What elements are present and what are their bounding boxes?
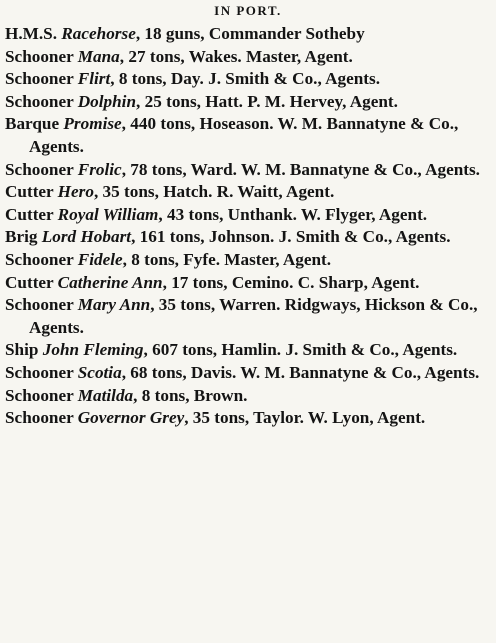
vessel-type: Schooner — [5, 362, 74, 382]
ship-entry — [5, 272, 493, 295]
ship-entry — [5, 159, 493, 182]
vessel-details: , 440 tons, Hoseason. W. M. Bannatyne & Co., Agents. — [29, 114, 459, 156]
vessel-name: Frolic — [77, 159, 122, 179]
ship-entry — [5, 91, 493, 114]
ship-entry — [5, 204, 493, 227]
vessel-name: Royal William — [57, 204, 159, 224]
vessel-name: Hero — [57, 182, 94, 202]
vessel-details: , 161 tons, Johnson. J. Smith & Co., Agents. — [131, 227, 451, 247]
vessel-details: , 35 tons, Taylor. W. Lyon, Agent. — [184, 408, 426, 428]
vessel-type: Schooner — [5, 249, 74, 269]
vessel-type: Schooner — [5, 69, 74, 89]
vessel-name: Fidele — [77, 249, 123, 269]
vessel-name: Matilda — [77, 385, 134, 405]
ship-entry — [5, 249, 493, 272]
vessel-details: , 18 guns, Commander Sotheby — [135, 24, 365, 43]
vessel-type: Barque — [5, 114, 60, 134]
vessel-details: , 27 tons, Wakes. Master, Agent. — [119, 46, 353, 66]
ship-entry — [5, 23, 493, 46]
ship-entry — [5, 294, 493, 339]
vessel-details: , 8 tons, Brown. — [133, 385, 248, 405]
ship-entry — [5, 362, 493, 385]
vessel-details: , 607 tons, Hamlin. J. Smith & Co., Agents. — [143, 340, 458, 360]
vessel-type: Cutter — [5, 272, 54, 292]
vessel-name: Lord Hobart — [41, 227, 132, 247]
vessel-details: , 8 tons, Fyfe. Master, Agent. — [122, 249, 332, 269]
vessel-details: , 35 tons, Hatch. R. Waitt, Agent. — [93, 182, 335, 202]
vessel-name: Mana — [77, 46, 120, 66]
vessel-details: , 78 tons, Ward. W. M. Bannatyne & Co., Agents. — [121, 159, 480, 179]
vessel-details: , 8 tons, Day. J. Smith & Co., Agents. — [110, 69, 381, 89]
vessel-details: , 43 tons, Unthank. W. Flyger, Agent. — [158, 204, 428, 224]
ship-entry — [5, 385, 493, 408]
vessel-details: , 25 tons, Hatt. P. M. Hervey, Agent. — [136, 91, 398, 111]
vessel-type: Schooner — [5, 295, 74, 315]
ship-entry — [5, 68, 493, 91]
vessel-type: Schooner — [5, 159, 74, 179]
vessel-name: Governor Grey — [77, 408, 185, 428]
section-heading: IN PORT. — [214, 3, 282, 18]
vessel-name: John Fleming — [42, 340, 144, 360]
vessel-name: Catherine Ann — [57, 272, 163, 292]
vessel-name: Racehorse — [61, 24, 136, 43]
vessel-type: Schooner — [5, 385, 74, 405]
ship-entry — [5, 339, 493, 362]
ship-entry — [5, 113, 493, 158]
ship-entry — [5, 407, 493, 430]
shipping-list — [5, 23, 493, 430]
vessel-type: Brig — [5, 227, 38, 247]
vessel-type: Cutter — [5, 182, 54, 202]
ship-entry — [5, 46, 493, 69]
vessel-name: Mary Ann — [77, 295, 151, 315]
ship-entry — [5, 226, 493, 249]
vessel-type: H.M.S. — [5, 24, 58, 43]
vessel-type: Ship — [5, 340, 39, 360]
vessel-type: Cutter — [5, 204, 54, 224]
vessel-name: Scotia — [77, 362, 122, 382]
vessel-details: , 68 tons, Davis. W. M. Bannatyne & Co., Agents. — [121, 362, 480, 382]
vessel-name: Flirt — [77, 69, 111, 89]
vessel-name: Promise — [63, 114, 122, 134]
vessel-details: , 35 tons, Warren. Ridgways, Hickson & Co., Agents. — [29, 295, 478, 337]
vessel-type: Schooner — [5, 91, 74, 111]
vessel-name: Dolphin — [77, 91, 137, 111]
ship-entry — [5, 181, 493, 204]
vessel-type: Schooner — [5, 46, 74, 66]
vessel-details: , 17 tons, Cemino. C. Sharp, Agent. — [162, 272, 420, 292]
vessel-type: Schooner — [5, 408, 74, 428]
